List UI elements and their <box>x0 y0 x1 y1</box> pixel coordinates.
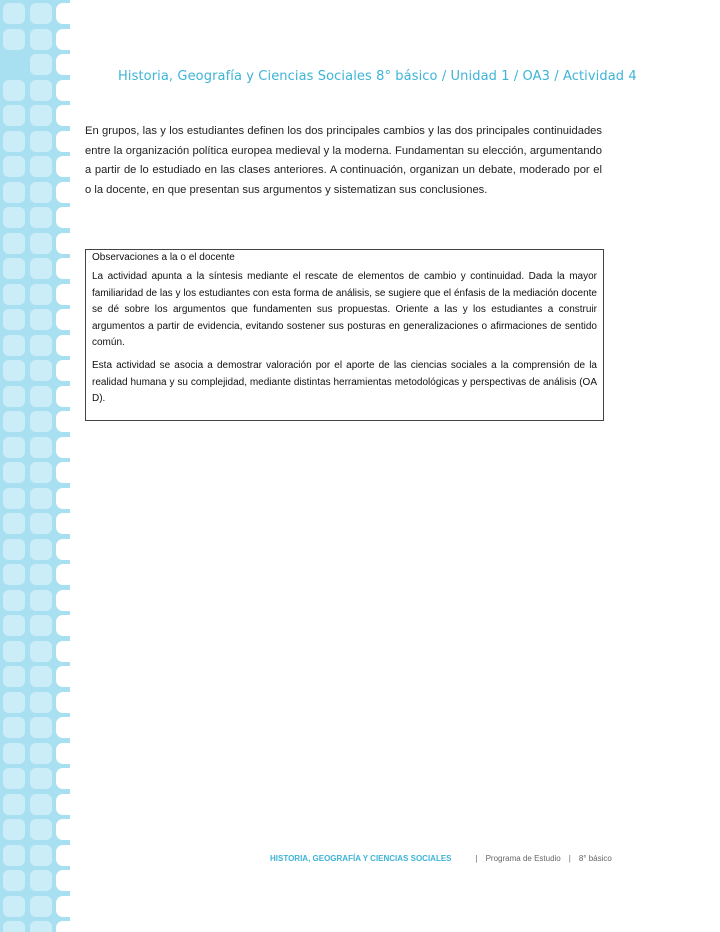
pattern-notch <box>56 845 70 866</box>
observations-paragraph: La actividad apunta a la síntesis mediante el rescate de elementos de cambio y continuidad. Dada la mayor familiaridad de las y los estudiantes con esta forma de análisis, se sugiere que el énfasis de la mediación docente se dé sobre los argumentos que fundamenten sus propuestas. Oriente a las y los estudiantes a construir argumentos a partir de evidencia, evitando sostener sus posturas en generalizaciones o afirmaciones de sentido común. <box>92 271 597 349</box>
pattern-square <box>30 80 52 101</box>
pattern-notch <box>56 539 70 560</box>
observations-title: Observaciones a la o el docente <box>92 252 235 263</box>
pattern-square <box>30 743 52 764</box>
pattern-square <box>3 284 25 305</box>
pattern-square <box>30 131 52 152</box>
pattern-square <box>3 513 25 534</box>
pattern-square <box>30 284 52 305</box>
pattern-square <box>3 666 25 687</box>
pattern-square <box>30 513 52 534</box>
pattern-notch <box>56 105 70 126</box>
pattern-notch <box>56 233 70 254</box>
pattern-square <box>30 615 52 636</box>
page-footer: HISTORIA, GEOGRAFÍA Y CIENCIAS SOCIALES | Programa de Estudio | 8° básico <box>270 854 612 863</box>
pattern-square <box>30 666 52 687</box>
pattern-notch <box>56 666 70 687</box>
pattern-square <box>3 819 25 840</box>
pattern-square <box>3 564 25 585</box>
pattern-square <box>30 819 52 840</box>
pattern-square <box>30 207 52 228</box>
pattern-square <box>3 3 25 24</box>
pattern-square <box>30 590 52 611</box>
pattern-notch <box>56 207 70 228</box>
pattern-square <box>3 309 25 330</box>
pattern-square <box>3 488 25 509</box>
pattern-square <box>3 641 25 662</box>
pattern-notch <box>56 564 70 585</box>
pattern-notch <box>56 717 70 738</box>
pattern-square <box>30 845 52 866</box>
pattern-notch <box>56 513 70 534</box>
pattern-square <box>3 182 25 203</box>
teacher-observations-box <box>85 249 604 421</box>
pattern-square <box>3 845 25 866</box>
pattern-square <box>30 717 52 738</box>
pattern-notch <box>56 488 70 509</box>
breadcrumb: Historia, Geografía y Ciencias Sociales 8° básico / Unidad 1 / OA3 / Actividad 4 <box>118 69 637 84</box>
pattern-square <box>30 870 52 891</box>
pattern-notch <box>56 692 70 713</box>
pattern-square <box>30 896 52 917</box>
pattern-square <box>3 335 25 356</box>
pattern-square <box>3 411 25 432</box>
footer-subject: HISTORIA, GEOGRAFÍA Y CIENCIAS SOCIALES <box>270 854 452 863</box>
pattern-square <box>3 717 25 738</box>
pattern-notch <box>56 896 70 917</box>
activity-description: En grupos, las y los estudiantes definen los dos principales cambios y las dos principales continuidades entre la organización política europea medieval y la moderna. Fundamentan su elección, argumentando a partir de lo estudiado en las clases anteriores. A continuación, organizan un debate, moderado por el o la docente, en que presentan sus argumentos y sistematizan sus conclusiones. <box>85 125 602 196</box>
pattern-square <box>3 692 25 713</box>
pattern-square <box>30 182 52 203</box>
pattern-notch <box>56 794 70 815</box>
pattern-notch <box>56 258 70 279</box>
pattern-square <box>30 539 52 560</box>
pattern-square <box>3 896 25 917</box>
pattern-square <box>3 207 25 228</box>
pattern-notch <box>56 54 70 75</box>
pattern-square <box>30 309 52 330</box>
pattern-notch <box>56 615 70 636</box>
pattern-square <box>3 360 25 381</box>
observations-paragraph: Esta actividad se asocia a demostrar valoración por el aporte de las ciencias sociales a la comprensión de la realidad humana y su complejidad, mediante distintas herramientas metodológicas y perspectivas de análisis (OA D). <box>92 359 597 405</box>
pattern-square <box>3 870 25 891</box>
pattern-notch <box>56 3 70 24</box>
pattern-notch <box>56 743 70 764</box>
pattern-square <box>3 29 25 50</box>
pattern-notch <box>56 335 70 356</box>
pattern-square <box>30 641 52 662</box>
pattern-notch <box>56 819 70 840</box>
pattern-square <box>3 921 25 932</box>
pattern-square <box>30 488 52 509</box>
pattern-square <box>3 743 25 764</box>
pattern-square <box>3 386 25 407</box>
pattern-square <box>30 921 52 932</box>
pattern-notch <box>56 80 70 101</box>
pattern-notch <box>56 284 70 305</box>
pattern-notch <box>56 156 70 177</box>
pattern-notch <box>56 309 70 330</box>
pattern-square <box>3 539 25 560</box>
pattern-notch <box>56 462 70 483</box>
pattern-square <box>30 794 52 815</box>
pattern-square <box>3 590 25 611</box>
pattern-square <box>30 692 52 713</box>
pattern-square <box>30 386 52 407</box>
pattern-square <box>30 462 52 483</box>
pattern-notch <box>56 641 70 662</box>
pattern-square <box>30 233 52 254</box>
pattern-square <box>30 411 52 432</box>
pattern-square <box>3 794 25 815</box>
pattern-notch <box>56 386 70 407</box>
pattern-notch <box>56 411 70 432</box>
pattern-notch <box>56 437 70 458</box>
pattern-square <box>3 768 25 789</box>
pattern-square <box>30 768 52 789</box>
footer-grade: 8° básico <box>578 854 612 863</box>
pattern-square <box>30 360 52 381</box>
pattern-square <box>30 564 52 585</box>
pattern-notch <box>56 29 70 50</box>
pattern-square <box>30 54 52 75</box>
pattern-notch <box>56 131 70 152</box>
pattern-square <box>3 615 25 636</box>
pattern-square <box>3 437 25 458</box>
pattern-square <box>30 105 52 126</box>
pattern-square <box>3 105 25 126</box>
pattern-notch <box>56 870 70 891</box>
footer-program: Programa de Estudio <box>485 854 561 863</box>
pattern-square <box>30 258 52 279</box>
pattern-square <box>30 335 52 356</box>
decorative-side-strip <box>0 0 70 932</box>
pattern-square <box>30 156 52 177</box>
pattern-square <box>3 131 25 152</box>
pattern-square <box>3 233 25 254</box>
pattern-notch <box>56 768 70 789</box>
pattern-square <box>3 156 25 177</box>
pattern-square <box>3 462 25 483</box>
pattern-notch <box>56 360 70 381</box>
pattern-square <box>30 437 52 458</box>
pattern-square <box>3 258 25 279</box>
pattern-square <box>30 29 52 50</box>
pattern-notch <box>56 590 70 611</box>
pattern-notch <box>56 182 70 203</box>
pattern-square <box>30 3 52 24</box>
pattern-square <box>3 80 25 101</box>
pattern-notch <box>56 921 70 932</box>
